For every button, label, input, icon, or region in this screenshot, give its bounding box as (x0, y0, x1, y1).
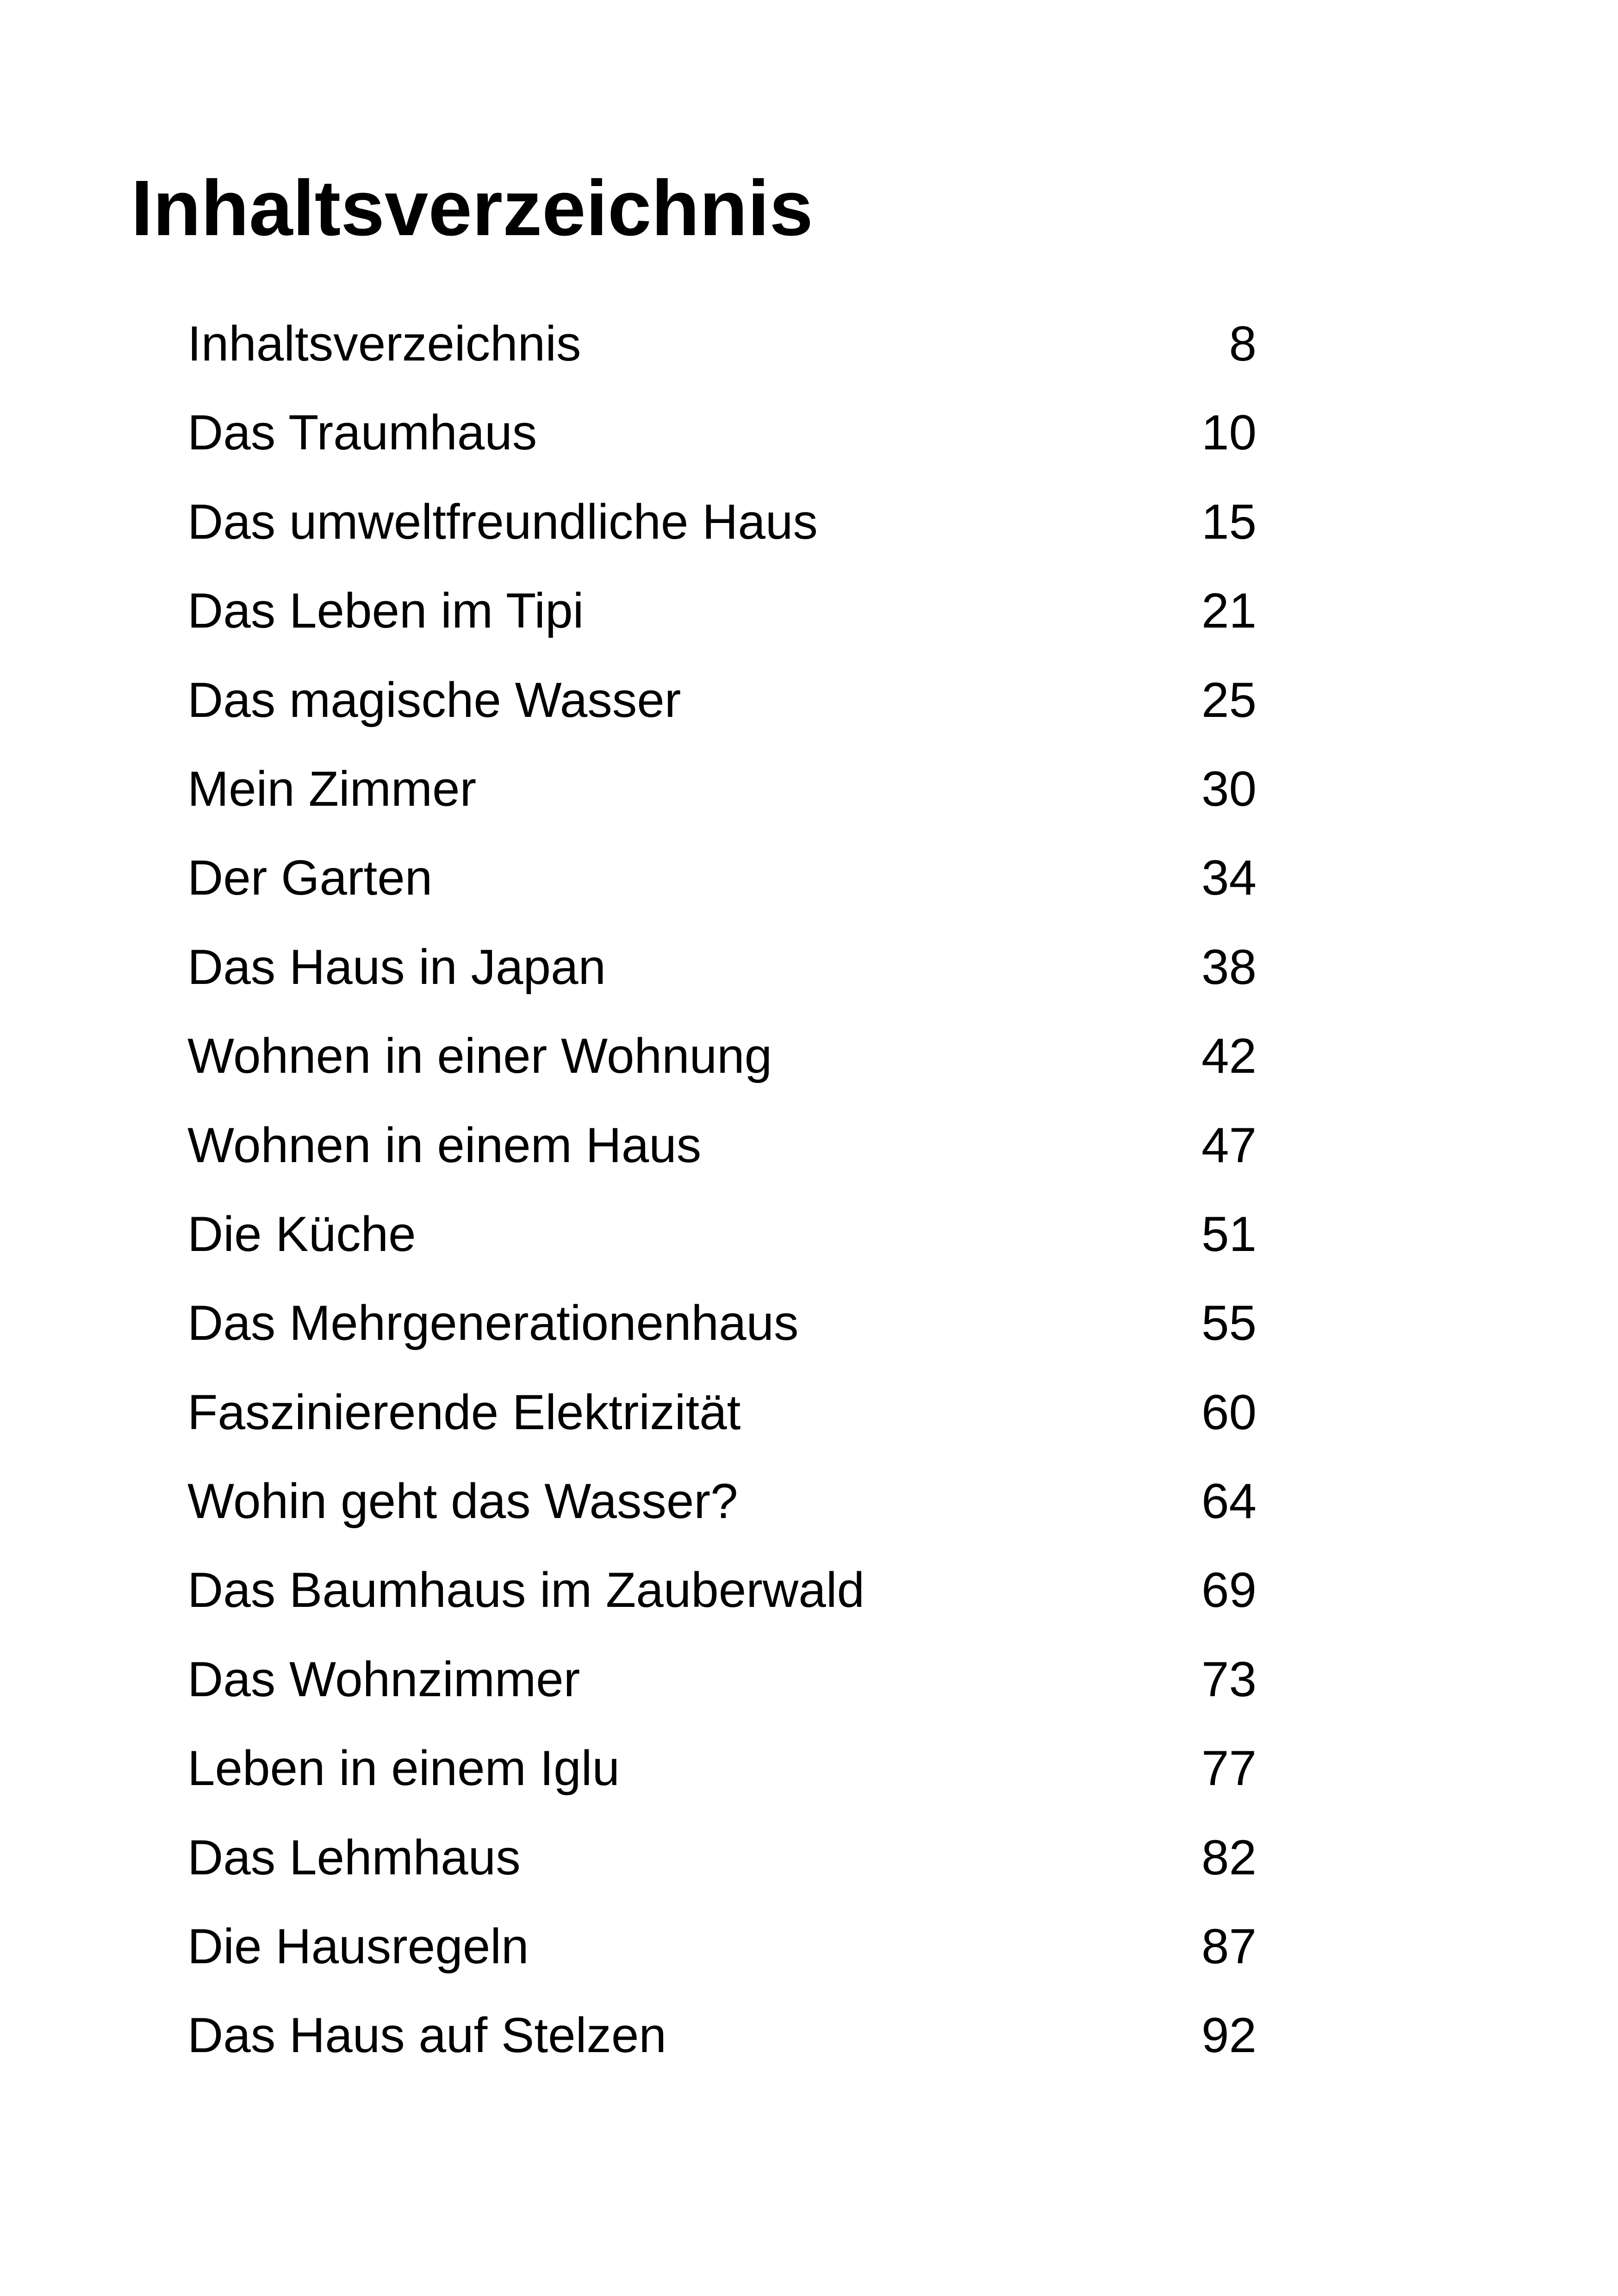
toc-entry (187, 1201, 1257, 1290)
toc-entry-page-number: 73 (1201, 1651, 1257, 1707)
toc-entry-page-number: 82 (1201, 1829, 1257, 1885)
toc-entry-title: Das magische Wasser (187, 672, 681, 728)
toc-entry (187, 1468, 1257, 1557)
toc-entry-page-number: 21 (1201, 583, 1257, 639)
toc-entry-title: Mein Zimmer (187, 760, 477, 816)
toc-entry (187, 489, 1257, 578)
toc-entry-page-number: 64 (1201, 1473, 1257, 1529)
toc-entry-page-number: 8 (1229, 316, 1257, 371)
toc-entry-page-number: 10 (1201, 404, 1257, 460)
toc-entry-page-number: 34 (1201, 850, 1257, 906)
toc-entry-title: Die Küche (187, 1206, 416, 1262)
toc-entry (187, 667, 1257, 756)
toc-entry-title: Wohin geht das Wasser? (187, 1473, 738, 1529)
toc-entry-title: Das Mehrgenerationenhaus (187, 1295, 799, 1351)
toc-entry-page-number: 38 (1201, 939, 1257, 995)
toc-entry-page-number: 42 (1201, 1028, 1257, 1084)
toc-entry (187, 1557, 1257, 1646)
toc-entry (187, 1113, 1257, 1201)
toc-entry-title: Das Leben im Tipi (187, 583, 584, 639)
toc-entry-page-number: 30 (1201, 760, 1257, 816)
page-title: Inhaltsverzeichnis (131, 164, 813, 252)
toc-entry-page-number: 60 (1201, 1384, 1257, 1440)
toc-entry-page-number: 51 (1201, 1206, 1257, 1262)
toc-entry (187, 756, 1257, 845)
toc-entry-page-number: 47 (1201, 1117, 1257, 1173)
toc-entry (187, 400, 1257, 489)
toc-entry (187, 2003, 1257, 2091)
toc-entry (187, 1290, 1257, 1379)
toc-entry (187, 1914, 1257, 2003)
toc-entry (187, 1647, 1257, 1736)
toc-entry-title: Das Haus in Japan (187, 939, 606, 995)
toc-entry-title: Der Garten (187, 850, 433, 906)
toc-entry-title: Das umweltfreundliche Haus (187, 493, 818, 549)
toc-entry (187, 1380, 1257, 1468)
toc-entry-title: Das Lehmhaus (187, 1829, 521, 1885)
toc-entry (187, 311, 1257, 400)
toc-entry-title: Das Wohnzimmer (187, 1651, 580, 1707)
toc-entry-page-number: 87 (1201, 1918, 1257, 1974)
toc-entry-page-number: 25 (1201, 672, 1257, 728)
toc-entry-title: Leben in einem Iglu (187, 1740, 620, 1796)
toc-entry (187, 934, 1257, 1023)
toc-entry (187, 845, 1257, 934)
toc-entry-title: Faszinierende Elektrizität (187, 1384, 741, 1440)
toc-entry-page-number: 15 (1201, 493, 1257, 549)
toc-entry (187, 1825, 1257, 1914)
toc-entry-title: Inhaltsverzeichnis (187, 316, 581, 371)
toc-entry-title: Das Haus auf Stelzen (187, 2007, 666, 2063)
toc-entry-title: Wohnen in einer Wohnung (187, 1028, 772, 1084)
toc-entry-title: Das Traumhaus (187, 404, 537, 460)
toc-entry-page-number: 69 (1201, 1562, 1257, 1618)
toc-entry-title: Das Baumhaus im Zauberwald (187, 1562, 865, 1618)
toc-entry (187, 1736, 1257, 1824)
toc-entry (187, 1023, 1257, 1112)
toc-entry-title: Wohnen in einem Haus (187, 1117, 702, 1173)
toc-entry-title: Die Hausregeln (187, 1918, 529, 1974)
toc-entry-page-number: 92 (1201, 2007, 1257, 2063)
toc-entry (187, 578, 1257, 667)
table-of-contents (187, 311, 1257, 2092)
toc-entry-page-number: 77 (1201, 1740, 1257, 1796)
toc-entry-page-number: 55 (1201, 1295, 1257, 1351)
